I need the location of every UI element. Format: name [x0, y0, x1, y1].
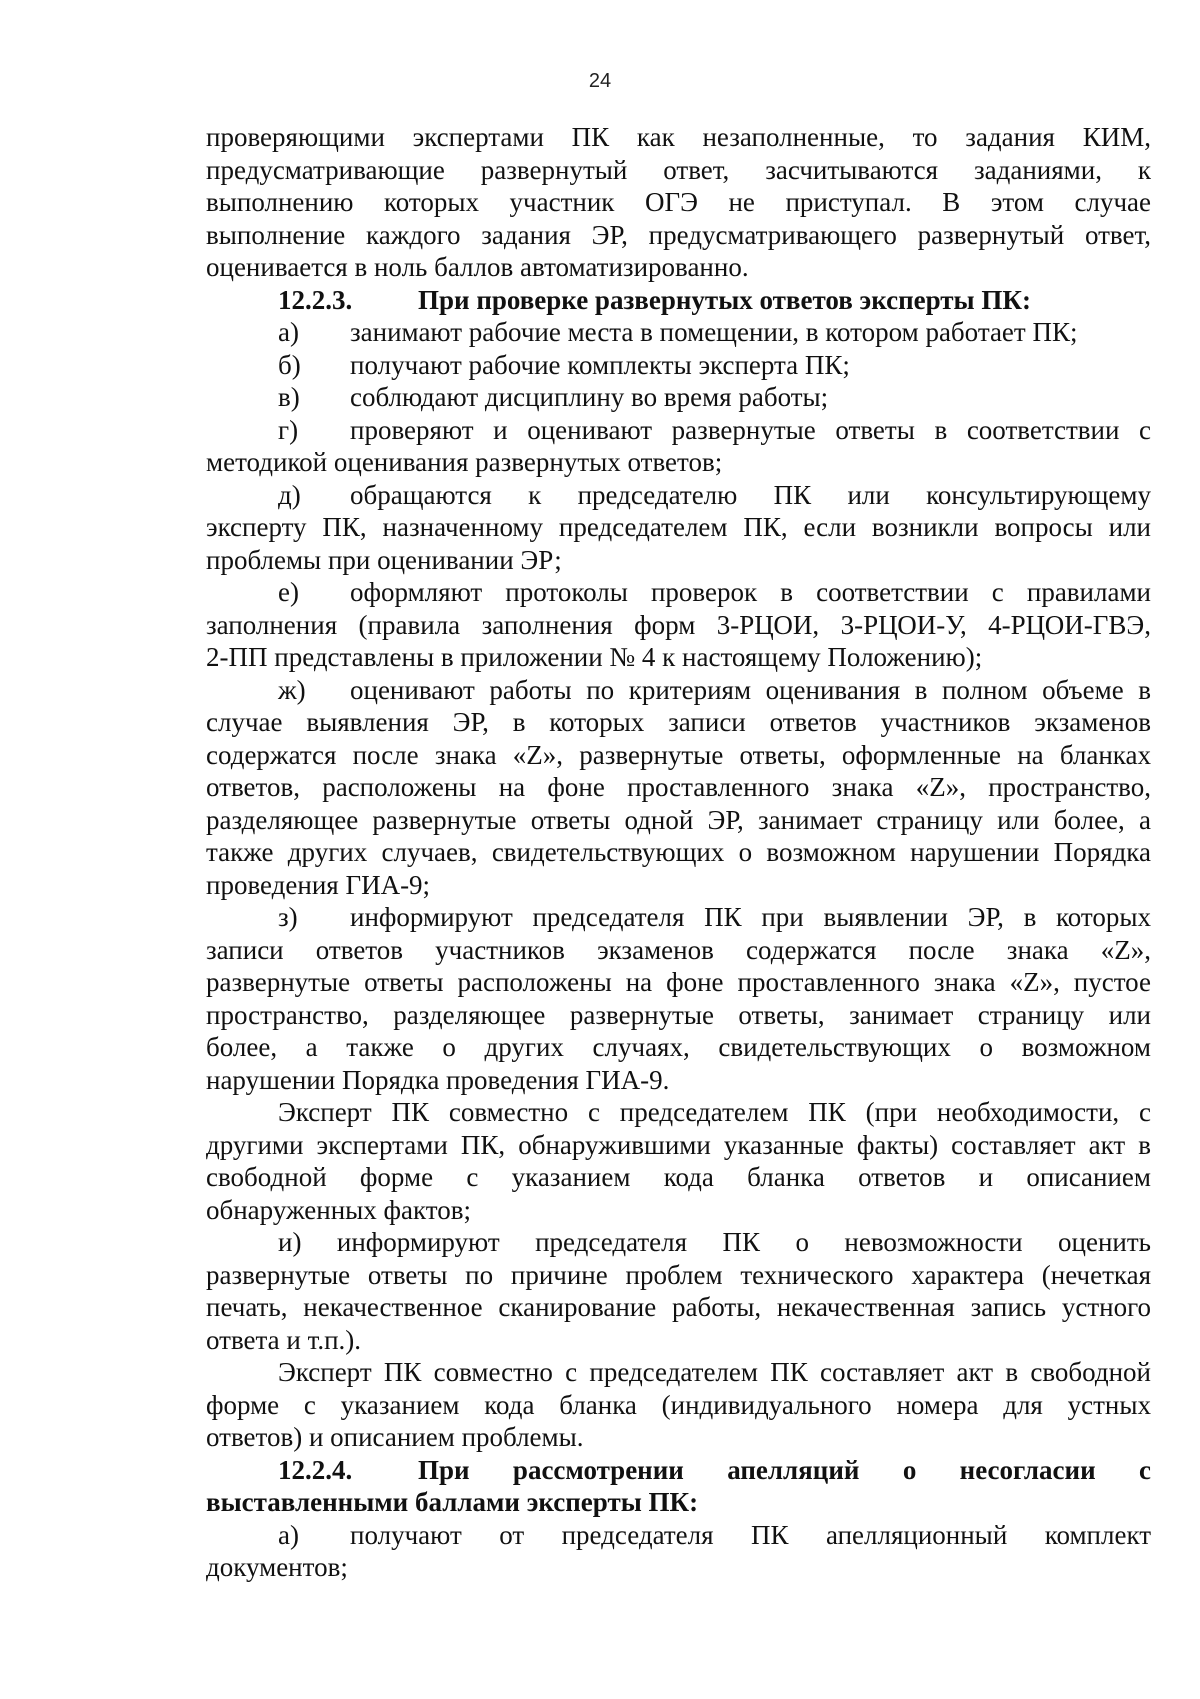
- text-line: ответа и т.п.).: [206, 1324, 362, 1355]
- list-item-a-2: [206, 1519, 1151, 1584]
- list-marker: а): [278, 1519, 299, 1550]
- expert-act-paragraph: [206, 1096, 1151, 1226]
- text-line: Эксперт ПК совместно с председателем ПК (при необходимости, с: [278, 1097, 1151, 1127]
- text-line: случае выявления ЭР, в которых записи ответов участников экзаменов: [206, 707, 1151, 737]
- section-title: При рассмотрении апелляций о несогласии с: [418, 1454, 1151, 1485]
- text-line: развернутые ответы расположены на фоне проставленного знака «Z», пустое: [206, 967, 1151, 997]
- list-marker: ж): [278, 674, 306, 705]
- list-item-zh: [206, 674, 1151, 902]
- text-line: эксперту ПК, назначенному председателем ПК, если возникли вопросы или: [206, 512, 1151, 542]
- text-line: ответов) и описанием проблемы.: [206, 1422, 584, 1452]
- section-number: 12.2.3.: [278, 284, 353, 315]
- list-item-z: [206, 901, 1151, 1096]
- text-line: Эксперт ПК совместно с председателем ПК составляет акт в свободной: [278, 1357, 1151, 1387]
- text-line: нарушении Порядка проведения ГИА-9.: [206, 1064, 670, 1095]
- list-marker: е): [278, 577, 299, 607]
- list-item-text: получают от председателя ПК апелляционный комплект: [350, 1519, 1151, 1550]
- section-title: При проверке развернутых ответов эксперты ПК:: [418, 284, 1031, 315]
- text-line: оценивается в ноль баллов автоматизированно.: [206, 252, 749, 282]
- list-item-text: и) информируют председателя ПК о невозможности оценить: [278, 1227, 1151, 1257]
- continued-paragraph: [206, 121, 1151, 284]
- text-line: также других случаев, свидетельствующих о возможном нарушении Порядка: [206, 837, 1151, 867]
- text-line: проверяющими экспертами ПК как незаполненные, то задания КИМ,: [206, 122, 1151, 152]
- list-item-text: обращаются к председателю ПК или консультирующему: [350, 479, 1151, 510]
- text-line: разделяющее развернутые ответы одной ЭР, занимает страницу или более, а: [206, 804, 1151, 835]
- page-number: 24: [588, 70, 612, 92]
- section-heading-12-2-3: [206, 284, 1151, 317]
- text-line: записи ответов участников экзаменов содержатся после знака «Z»,: [206, 934, 1151, 965]
- list-marker: з): [278, 902, 298, 932]
- text-line: обнаруженных фактов;: [206, 1194, 471, 1225]
- text-line: форме с указанием кода бланка (индивидуального номера для устных: [206, 1389, 1151, 1420]
- list-item-text: проверяют и оценивают развернутые ответы в соответствии с: [350, 414, 1151, 445]
- list-item-text: оформляют протоколы проверок в соответствии с правилами: [350, 577, 1151, 607]
- list-item-d: [206, 479, 1151, 577]
- list-item-i: [206, 1226, 1151, 1356]
- text-line: заполнения (правила заполнения форм 3-РЦОИ, 3-РЦОИ-У, 4-РЦОИ-ГВЭ,: [206, 609, 1151, 640]
- text-line: предусматривающие развернутый ответ, засчитываются заданиями, к: [206, 154, 1151, 185]
- section-number: 12.2.4.: [278, 1454, 353, 1485]
- expert-act-paragraph-2: [206, 1356, 1151, 1454]
- list-marker: б): [278, 349, 301, 380]
- text-line: содержатся после знака «Z», развернутые ответы, оформленные на бланках: [206, 739, 1151, 770]
- list-item-text: информируют председателя ПК при выявлении ЭР, в которых: [350, 902, 1151, 932]
- section-heading-12-2-4: [206, 1454, 1151, 1519]
- list-item-g: [206, 414, 1151, 479]
- list-item-e: [206, 576, 1151, 674]
- text-line: ответов, расположены на фоне проставленного знака «Z», пространство,: [206, 772, 1151, 802]
- text-line: документов;: [206, 1552, 348, 1582]
- list-marker: а): [278, 317, 299, 347]
- list-item-text: оценивают работы по критериям оценивания в полном объеме в: [350, 674, 1151, 705]
- text-line: свободной форме с указанием кода бланка ответов и описанием: [206, 1162, 1151, 1192]
- text-line: более, а также о других случаях, свидетельствующих о возможном: [206, 1032, 1151, 1062]
- list-marker: г): [278, 414, 299, 445]
- text-line: выполнение каждого задания ЭР, предусматривающего развернутый ответ,: [206, 219, 1151, 250]
- document-body: [206, 121, 1151, 1584]
- text-line: проведения ГИА-9;: [206, 869, 431, 900]
- list-item-b: [206, 349, 1151, 382]
- text-line: развернутые ответы по причине проблем технического характера (нечеткая: [206, 1259, 1151, 1290]
- text-line: методикой оценивания развернутых ответов;: [206, 447, 723, 477]
- text-line: 2-ПП представлены в приложении № 4 к настоящему Положению);: [206, 642, 983, 672]
- text-line: печать, некачественное сканирование работы, некачественная запись устного: [206, 1292, 1151, 1322]
- list-marker: д): [278, 479, 301, 510]
- text-line: пространство, разделяющее развернутые ответы, занимает страницу или: [206, 999, 1151, 1030]
- list-item-v: [206, 381, 1151, 414]
- section-title-continuation: выставленными баллами эксперты ПК:: [206, 1487, 699, 1517]
- list-item-text: занимают рабочие места в помещении, в котором работает ПК;: [350, 317, 1078, 347]
- list-marker: в): [278, 382, 300, 412]
- list-item-a: [206, 316, 1151, 349]
- text-line: другими экспертами ПК, обнаружившими указанные факты) составляет акт в: [206, 1129, 1151, 1160]
- text-line: проблемы при оценивании ЭР;: [206, 544, 562, 575]
- text-line: выполнению которых участник ОГЭ не приступал. В этом случае: [206, 187, 1151, 217]
- list-item-text: соблюдают дисциплину во время работы;: [350, 382, 829, 412]
- list-item-text: получают рабочие комплекты эксперта ПК;: [350, 349, 850, 380]
